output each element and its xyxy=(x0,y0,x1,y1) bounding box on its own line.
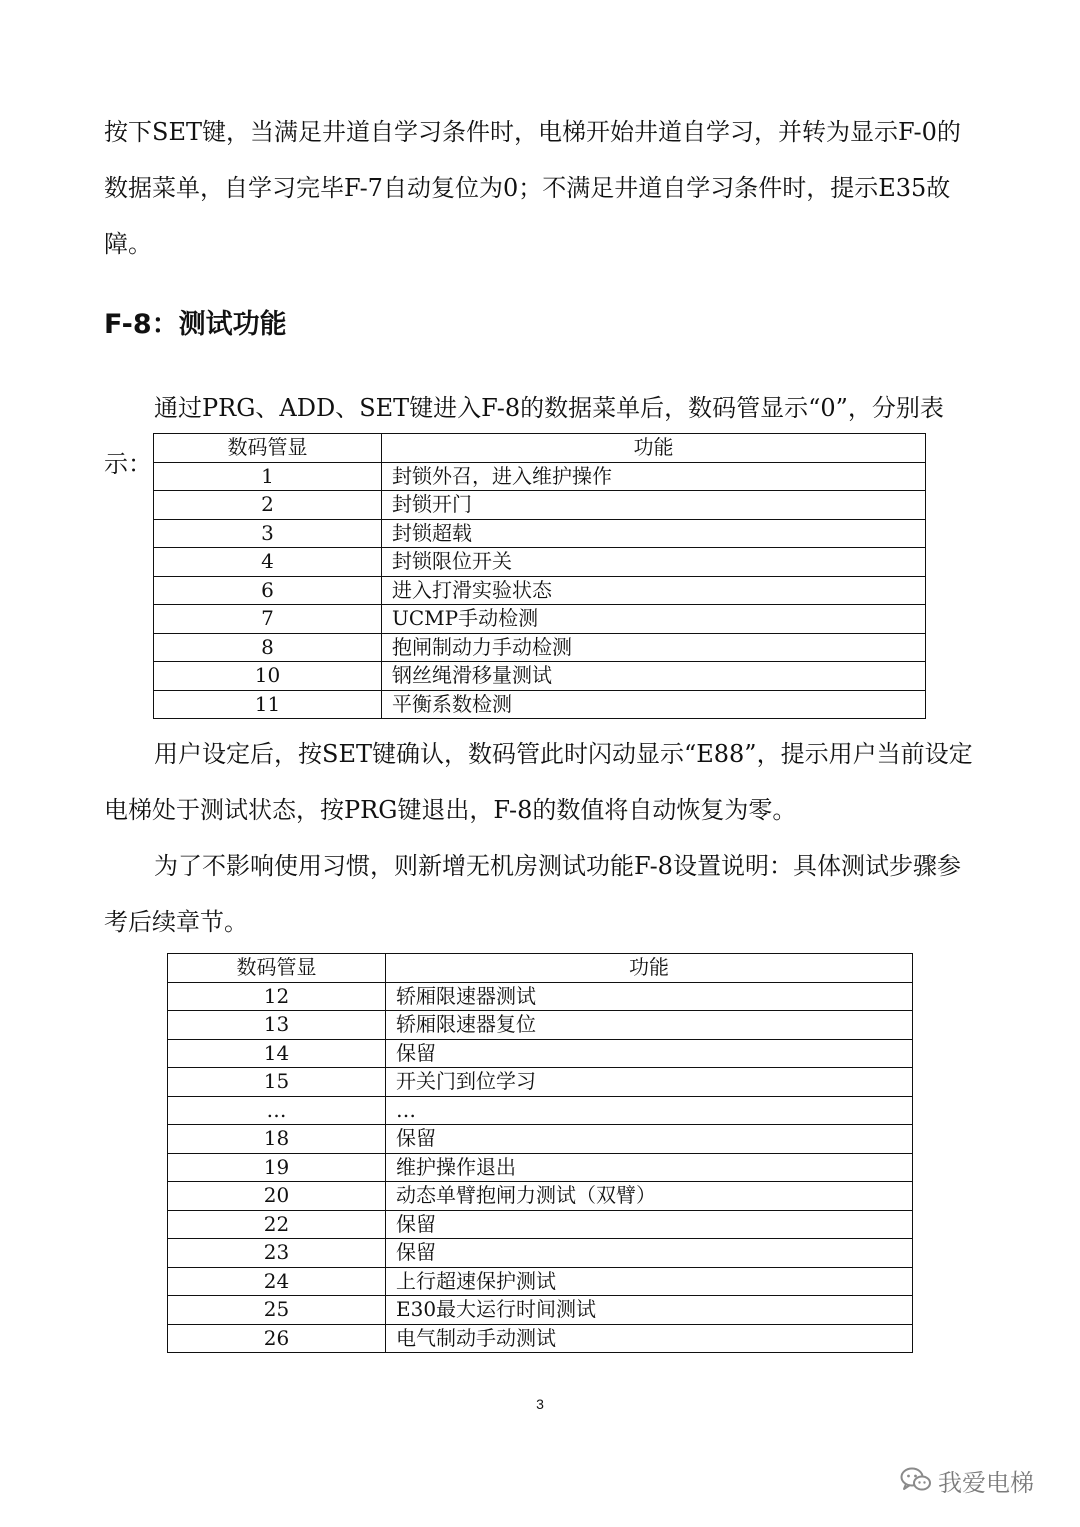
confirm-paragraph: 用户设定后，按SET键确认，数码管此时闪动显示“E88”，提示用户当前设定电梯处于测试状态，按PRG键退出，F-8的数值将自动恢复为零。 xyxy=(104,740,973,824)
table-row xyxy=(168,1011,913,1040)
new-feature-paragraph: 为了不影响使用习惯，则新增无机房测试功能F-8设置说明：具体测试步骤参考后续章节。 xyxy=(104,852,961,936)
header-code: 数码管显 xyxy=(154,434,382,463)
table-row xyxy=(168,1296,913,1325)
watermark-text: 我爱电梯 xyxy=(938,1468,1034,1497)
code-cell: 23 xyxy=(168,1239,386,1268)
function-cell: 轿厢限速器测试 xyxy=(386,982,913,1011)
code-cell: … xyxy=(168,1096,386,1125)
code-cell: 4 xyxy=(154,548,382,577)
function-cell: 进入打滑实验状态 xyxy=(382,576,926,605)
function-cell: 维护操作退出 xyxy=(386,1153,913,1182)
code-cell: 24 xyxy=(168,1267,386,1296)
table-row xyxy=(168,982,913,1011)
table-row xyxy=(154,519,926,548)
code-cell: 20 xyxy=(168,1182,386,1211)
table-row xyxy=(168,1068,913,1097)
function-cell: 开关门到位学习 xyxy=(386,1068,913,1097)
code-cell: 12 xyxy=(168,982,386,1011)
code-cell: 11 xyxy=(154,690,382,719)
table-row xyxy=(168,1096,913,1125)
table-row xyxy=(168,1267,913,1296)
section-heading: F-8：测试功能 xyxy=(104,309,287,340)
code-cell: 10 xyxy=(154,662,382,691)
function-cell: 保留 xyxy=(386,1210,913,1239)
code-cell: 2 xyxy=(154,491,382,520)
table-header-row xyxy=(168,954,913,983)
table-row xyxy=(154,662,926,691)
function-cell: 上行超速保护测试 xyxy=(386,1267,913,1296)
function-cell: UCMP手动检测 xyxy=(382,605,926,634)
code-cell: 7 xyxy=(154,605,382,634)
test-function-table-2 xyxy=(167,953,913,1353)
function-cell: 封锁限位开关 xyxy=(382,548,926,577)
header-function: 功能 xyxy=(386,954,913,983)
function-cell: … xyxy=(386,1096,913,1125)
code-cell: 19 xyxy=(168,1153,386,1182)
function-cell: E30最大运行时间测试 xyxy=(386,1296,913,1325)
function-cell: 电气制动手动测试 xyxy=(386,1324,913,1353)
function-cell: 轿厢限速器复位 xyxy=(386,1011,913,1040)
table-row xyxy=(168,1153,913,1182)
table-row xyxy=(154,605,926,634)
function-cell: 动态单臂抱闸力测试（双臂） xyxy=(386,1182,913,1211)
test-function-table-1 xyxy=(153,433,926,719)
intro-paragraph: 按下SET键，当满足井道自学习条件时，电梯开始井道自学习，并转为显示F-0的数据菜单，自学习完毕F-7自动复位为0；不满足井道自学习条件时，提示E35故障。 xyxy=(104,118,961,258)
watermark xyxy=(900,1462,1034,1498)
function-cell: 保留 xyxy=(386,1239,913,1268)
code-cell: 13 xyxy=(168,1011,386,1040)
table-row xyxy=(168,1324,913,1353)
table-row xyxy=(154,690,926,719)
header-code: 数码管显 xyxy=(168,954,386,983)
function-cell: 封锁开门 xyxy=(382,491,926,520)
code-cell: 25 xyxy=(168,1296,386,1325)
page-number: 3 xyxy=(536,1396,544,1412)
table-row xyxy=(168,1239,913,1268)
code-cell: 1 xyxy=(154,462,382,491)
function-cell: 封锁超载 xyxy=(382,519,926,548)
code-cell: 8 xyxy=(154,633,382,662)
function-cell: 钢丝绳滑移量测试 xyxy=(382,662,926,691)
table-row xyxy=(154,548,926,577)
code-cell: 22 xyxy=(168,1210,386,1239)
header-function: 功能 xyxy=(382,434,926,463)
table-row xyxy=(154,491,926,520)
code-cell: 3 xyxy=(154,519,382,548)
table-row xyxy=(168,1182,913,1211)
code-cell: 14 xyxy=(168,1039,386,1068)
code-cell: 6 xyxy=(154,576,382,605)
table-row xyxy=(154,576,926,605)
function-cell: 平衡系数检测 xyxy=(382,690,926,719)
table-row xyxy=(168,1210,913,1239)
code-cell: 15 xyxy=(168,1068,386,1097)
function-cell: 保留 xyxy=(386,1039,913,1068)
wechat-icon xyxy=(900,1466,932,1494)
table-row xyxy=(154,633,926,662)
table-header-row xyxy=(154,434,926,463)
function-cell: 封锁外召，进入维护操作 xyxy=(382,462,926,491)
function-cell: 保留 xyxy=(386,1125,913,1154)
table-row xyxy=(154,462,926,491)
function-cell: 抱闸制动力手动检测 xyxy=(382,633,926,662)
menu-description-paragraph: 通过PRG、ADD、SET键进入F-8的数据菜单后，数码管显示“0”，分别表示： xyxy=(104,394,944,478)
table-row xyxy=(168,1039,913,1068)
table-row xyxy=(168,1125,913,1154)
code-cell: 18 xyxy=(168,1125,386,1154)
code-cell: 26 xyxy=(168,1324,386,1353)
